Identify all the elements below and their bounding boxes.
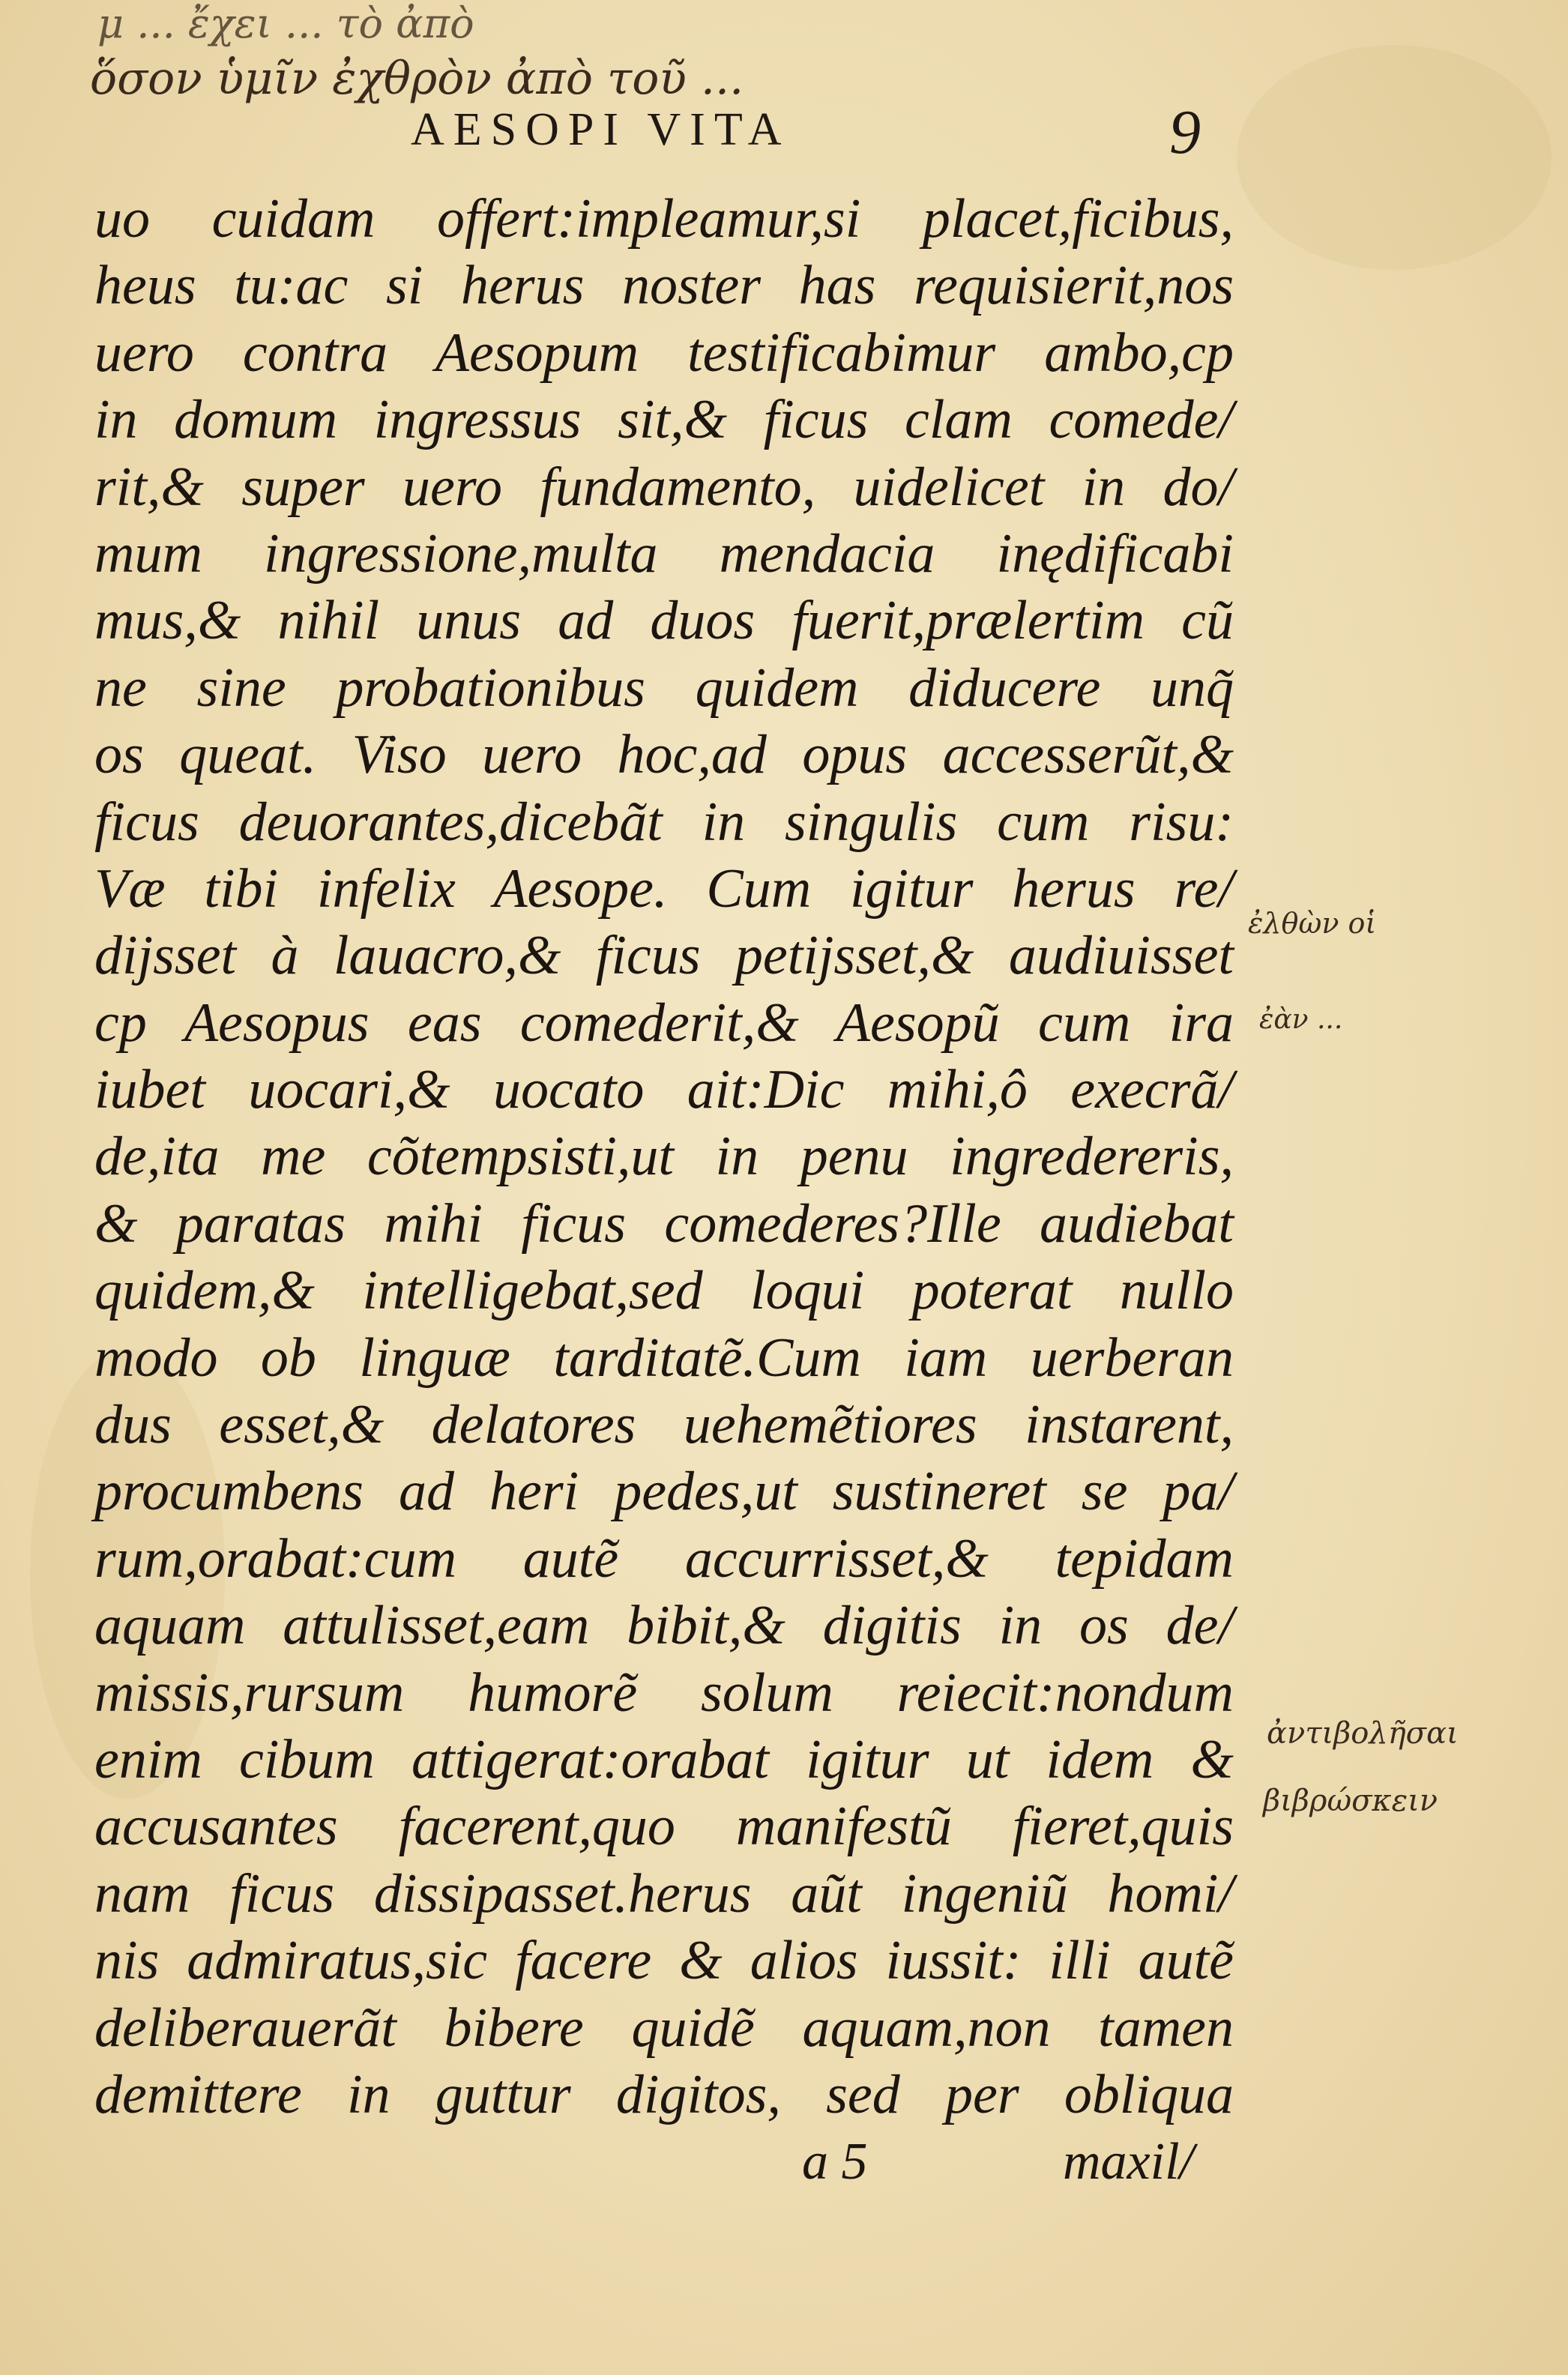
- text-line: & paratas mihi ficus comederes?Ille audiebat: [94, 1192, 1234, 1255]
- text-line: deliberauerãt bibere quidẽ aquam,non tamen: [94, 1997, 1234, 2059]
- margin-note-3: ἀντιβολῆσαι: [1267, 1716, 1459, 1751]
- margin-note-4: βιβρώσκειν: [1263, 1784, 1438, 1818]
- paper-stain: [1237, 45, 1552, 270]
- text-line: enim cibum attigerat:orabat igitur ut idem &: [94, 1728, 1234, 1790]
- text-line: heus tu:ac si herus noster has requisierit,nos: [94, 255, 1234, 317]
- page-number: 9: [1169, 97, 1201, 167]
- text-line: uero contra Aesopum testificabimur ambo,cp: [94, 322, 1234, 384]
- handwritten-note-top-2: ὅσον ὑμῖν ἐχθρὸν ἀπὸ τοῦ ...: [90, 52, 744, 105]
- margin-note-1: ἐλθὼν οἱ: [1248, 907, 1377, 940]
- text-line: uo cuidam offert:impleamur,si placet,ficibus,: [94, 188, 1234, 250]
- text-line: rit,& super uero fundamento, uidelicet in do/: [94, 456, 1234, 518]
- text-line: Væ tibi infelix Aesope. Cum igitur herus re/: [94, 857, 1234, 920]
- text-line: ficus deuorantes,dicebãt in singulis cum risu:: [94, 791, 1234, 853]
- margin-note-2: ἐὰν ...: [1259, 1004, 1343, 1035]
- handwritten-note-top-1: μ ... ἔχει ... τὸ ἀπὸ: [97, 0, 474, 47]
- catchword: maxil/: [1063, 2133, 1194, 2191]
- text-line: mus,& nihil unus ad duos fuerit,prælertim cũ: [94, 590, 1234, 652]
- text-line: dus esset,& delatores uehemẽtiores instarent,: [94, 1394, 1234, 1456]
- text-line: aquam attulisset,eam bibit,& digitis in os de/: [94, 1595, 1234, 1657]
- text-line: modo ob linguæ tarditatẽ.Cum iam uerberan: [94, 1327, 1234, 1389]
- text-line: demittere in guttur digitos, sed per obliqua: [94, 2063, 1234, 2125]
- text-line: iubet uocari,& uocato ait:Dic mihi,ô execrã/: [94, 1059, 1234, 1121]
- footer-row: [0, 2132, 1568, 2200]
- text-line: nis admiratus,sic facere & alios iussit: illi autẽ: [94, 1930, 1234, 1992]
- text-line: mum ingressione,multa mendacia inędificabi: [94, 522, 1234, 585]
- text-line: cp Aesopus eas comederit,& Aesopũ cum ira: [94, 992, 1234, 1054]
- running-head: AESOPI VITA: [411, 104, 791, 155]
- text-line: procumbens ad heri pedes,ut sustineret se pa/: [94, 1461, 1234, 1523]
- text-line: nam ficus dissipasset.herus aũt ingeniũ homi/: [94, 1862, 1234, 1925]
- text-line: dijsset à lauacro,& ficus petijsset,& audiuisset: [94, 925, 1234, 987]
- text-line: os queat. Viso uero hoc,ad opus accesserũt,&: [94, 724, 1234, 786]
- text-line: accusantes facerent,quo manifestũ fieret,quis: [94, 1796, 1234, 1858]
- text-line: quidem,& intelligebat,sed loqui poterat nullo: [94, 1260, 1234, 1322]
- text-line: rum,orabat:cum autẽ accurrisset,& tepidam: [94, 1527, 1234, 1590]
- signature-mark: a 5: [802, 2133, 868, 2191]
- text-line: missis,rursum humorẽ solum reiecit:nondum: [94, 1662, 1234, 1724]
- text-line: in domum ingressus sit,& ficus clam comede/: [94, 389, 1234, 451]
- body-text: [94, 186, 1234, 2128]
- text-line: ne sine probationibus quidem diducere unq̃: [94, 657, 1234, 719]
- text-line: de,ita me cõtempsisti,ut in penu ingredereris,: [94, 1126, 1234, 1188]
